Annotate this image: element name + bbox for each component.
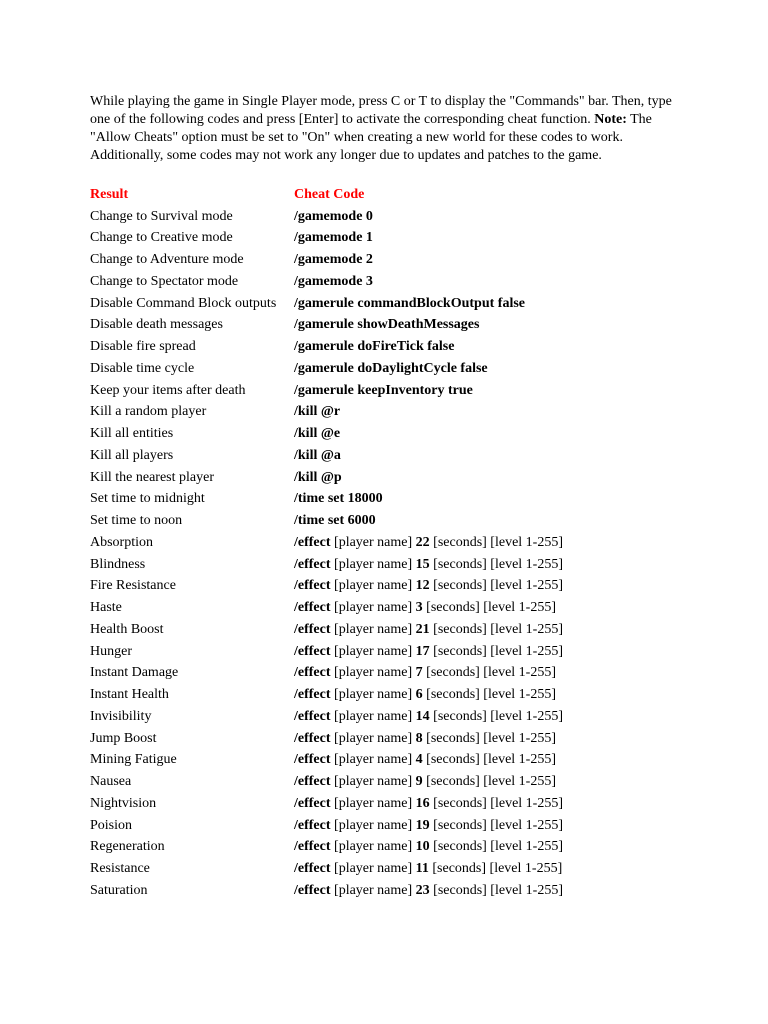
result-cell: Nausea [90,774,132,790]
effect-player-arg: [player name] [334,839,413,855]
cheat-code: /gamemode 2 [294,252,373,268]
effect-player-arg: [player name] [334,795,413,811]
effect-suffix-args: [seconds] [level 1-255] [433,708,563,724]
effect-id: 15 [415,556,430,572]
effect-id: 12 [415,578,430,594]
table-row [90,684,563,706]
cheat-code-cell [294,467,563,489]
cheat-code-cell [294,684,563,706]
effect-player-arg: [player name] [334,774,413,790]
cheat-code: /time set 18000 [294,491,383,507]
effect-suffix-args: [seconds] [level 1-255] [433,839,563,855]
cheat-code-cell [294,750,563,772]
effect-player-arg: [player name] [334,621,413,637]
effect-id: 10 [415,839,430,855]
table-row [90,880,563,902]
cheat-table-header [90,184,563,206]
effect-id: 19 [415,817,430,833]
cheat-code: /gamemode 1 [294,230,373,246]
effect-player-arg: [player name] [334,578,413,594]
effect-player-arg: [player name] [334,708,413,724]
cheat-code-cell [294,206,563,228]
cheat-code-cell [294,423,563,445]
effect-player-arg: [player name] [334,600,413,616]
effect-id: 23 [415,882,430,898]
table-row [90,423,563,445]
effect-suffix-args: [seconds] [level 1-255] [426,665,556,681]
effect-suffix-args: [seconds] [level 1-255] [433,643,563,659]
cheat-code-cell [294,380,563,402]
intro-text-after-note: The "Allow Cheats" option must be set to "On" when creating a new world for these codes to work. Additionally, some codes may not work any longer due to updates and patches to the game. [90,112,652,163]
cheat-code-cell [294,597,563,619]
cheat-code-cell [294,510,563,532]
table-row [90,619,563,641]
effect-command: /effect [294,861,331,877]
result-cell: Set time to midnight [90,491,205,507]
cheat-code-cell [294,619,563,641]
effect-command: /effect [294,774,331,790]
cheat-code: /kill @a [294,447,341,463]
table-row [90,706,563,728]
effect-id: 22 [415,534,430,550]
effect-suffix-args: [seconds] [level 1-255] [426,774,556,790]
result-cell: Kill all entities [90,426,174,442]
cheat-code-cell [294,880,563,902]
effect-command: /effect [294,578,331,594]
effect-id: 21 [415,621,430,637]
cheat-code-cell [294,249,563,271]
effect-command: /effect [294,817,331,833]
cheat-table [90,184,563,902]
header-result: Result [90,186,129,202]
cheat-code-cell [294,489,563,511]
cheat-code-cell [294,815,563,837]
cheat-code-cell [294,315,563,337]
result-cell: Hunger [90,643,132,659]
table-row [90,402,563,424]
cheat-code-cell [294,641,563,663]
table-row [90,532,563,554]
effect-id: 9 [415,774,423,790]
note-label: Note: [594,112,627,127]
cheat-code: /gamerule doDaylightCycle false [294,360,488,376]
effect-suffix-args: [seconds] [level 1-255] [426,730,556,746]
intro-paragraph [90,93,680,165]
table-row [90,467,563,489]
result-cell: Nightvision [90,795,157,811]
effect-id: 3 [415,600,423,616]
cheat-code-cell [294,271,563,293]
effect-id: 16 [415,795,430,811]
table-row [90,663,563,685]
effect-command: /effect [294,752,331,768]
cheat-code: /gamerule keepInventory true [294,382,473,398]
table-row [90,228,563,250]
table-row [90,293,563,315]
effect-id: 7 [415,665,423,681]
effect-suffix-args: [seconds] [level 1-255] [426,600,556,616]
cheat-code: /kill @e [294,426,341,442]
effect-suffix-args: [seconds] [level 1-255] [432,861,563,877]
effect-command: /effect [294,708,331,724]
effect-suffix-args: [seconds] [level 1-255] [433,534,563,550]
result-cell: Disable Command Block outputs [90,295,277,311]
table-row [90,750,563,772]
result-cell: Absorption [90,534,153,550]
result-cell: Health Boost [90,621,164,637]
effect-command: /effect [294,687,331,703]
result-cell: Regeneration [90,839,165,855]
effect-command: /effect [294,621,331,637]
effect-suffix-args: [seconds] [level 1-255] [433,795,563,811]
effect-command: /effect [294,556,331,572]
table-row [90,554,563,576]
result-cell: Change to Adventure mode [90,252,244,268]
effect-command: /effect [294,882,331,898]
cheat-code-cell [294,293,563,315]
cheat-code: /gamerule commandBlockOutput false [294,295,525,311]
cheat-code-cell [294,728,563,750]
cheat-code-cell [294,837,563,859]
cheat-code-cell [294,858,563,880]
cheat-code-cell [294,554,563,576]
result-cell: Instant Health [90,687,169,703]
cheat-code-cell [294,793,563,815]
effect-player-arg: [player name] [334,643,413,659]
cheat-code-cell [294,663,563,685]
table-row [90,815,563,837]
table-row [90,445,563,467]
effect-id: 11 [415,861,429,877]
result-cell: Change to Survival mode [90,208,233,224]
effect-command: /effect [294,665,331,681]
effect-id: 17 [415,643,430,659]
effect-suffix-args: [seconds] [level 1-255] [426,752,556,768]
intro-text-before-note: While playing the game in Single Player mode, press C or T to display the "Commands" bar. Then, type one of the following codes and press [Enter] to activate the corresponding cheat function. [90,94,672,127]
table-row [90,206,563,228]
header-cheat-code: Cheat Code [294,186,365,202]
effect-suffix-args: [seconds] [level 1-255] [433,578,563,594]
table-row [90,358,563,380]
effect-suffix-args: [seconds] [level 1-255] [433,882,563,898]
result-cell: Jump Boost [90,730,157,746]
effect-player-arg: [player name] [334,556,413,572]
effect-player-arg: [player name] [334,817,413,833]
effect-suffix-args: [seconds] [level 1-255] [433,556,563,572]
cheat-code: /gamemode 3 [294,273,373,289]
cheat-code: /gamerule doFireTick false [294,339,455,355]
cheat-table-body [90,206,563,902]
effect-player-arg: [player name] [334,752,413,768]
cheat-code-cell [294,358,563,380]
cheat-code-cell [294,336,563,358]
result-cell: Disable time cycle [90,360,195,376]
cheat-code-cell [294,402,563,424]
cheat-code-cell [294,771,563,793]
effect-suffix-args: [seconds] [level 1-255] [433,817,563,833]
cheat-code-cell [294,228,563,250]
effect-id: 6 [415,687,423,703]
effect-command: /effect [294,795,331,811]
table-row [90,336,563,358]
effect-id: 8 [415,730,423,746]
table-row [90,858,563,880]
result-cell: Poision [90,817,133,833]
table-row [90,489,563,511]
effect-player-arg: [player name] [334,534,413,550]
cheat-code: /gamerule showDeathMessages [294,317,480,333]
effect-player-arg: [player name] [334,665,413,681]
effect-command: /effect [294,643,331,659]
result-cell: Disable fire spread [90,339,196,355]
table-row [90,837,563,859]
table-row [90,576,563,598]
effect-command: /effect [294,839,331,855]
effect-id: 4 [415,752,423,768]
effect-command: /effect [294,534,331,550]
effect-player-arg: [player name] [334,861,413,877]
result-cell: Kill a random player [90,404,207,420]
result-cell: Fire Resistance [90,578,176,594]
result-cell: Disable death messages [90,317,223,333]
table-row [90,271,563,293]
result-cell: Blindness [90,556,146,572]
result-cell: Keep your items after death [90,382,246,398]
cheat-code: /kill @r [294,404,341,420]
effect-player-arg: [player name] [334,882,413,898]
table-row [90,641,563,663]
result-cell: Change to Spectator mode [90,273,239,289]
table-row [90,728,563,750]
document-page [90,93,690,902]
result-cell: Set time to noon [90,513,183,529]
effect-suffix-args: [seconds] [level 1-255] [433,621,563,637]
table-row [90,793,563,815]
result-cell: Mining Fatigue [90,752,177,768]
effect-command: /effect [294,600,331,616]
table-row [90,315,563,337]
cheat-code-cell [294,445,563,467]
result-cell: Kill all players [90,447,174,463]
table-row [90,597,563,619]
table-row [90,249,563,271]
effect-player-arg: [player name] [334,687,413,703]
table-row [90,380,563,402]
result-cell: Invisibility [90,708,152,724]
result-cell: Haste [90,600,122,616]
result-cell: Resistance [90,861,150,877]
effect-suffix-args: [seconds] [level 1-255] [426,687,556,703]
result-cell: Instant Damage [90,665,179,681]
cheat-code-cell [294,706,563,728]
effect-player-arg: [player name] [334,730,413,746]
cheat-code: /kill @p [294,469,342,485]
table-row [90,771,563,793]
cheat-code-cell [294,532,563,554]
cheat-code-cell [294,576,563,598]
cheat-code: /time set 6000 [294,513,376,529]
result-cell: Change to Creative mode [90,230,233,246]
result-cell: Kill the nearest player [90,469,215,485]
effect-command: /effect [294,730,331,746]
effect-id: 14 [415,708,430,724]
result-cell: Saturation [90,882,148,898]
cheat-code: /gamemode 0 [294,208,373,224]
table-row [90,510,563,532]
